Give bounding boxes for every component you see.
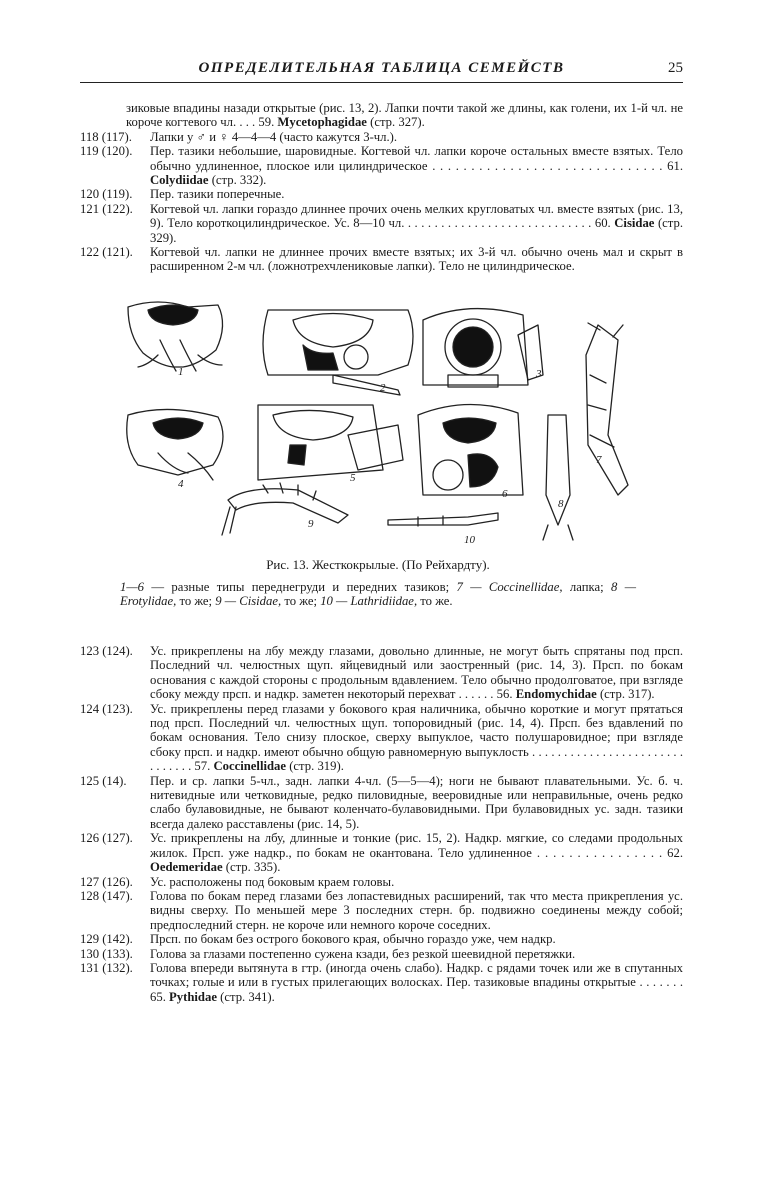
- key-entry: [80, 644, 683, 702]
- key-entry: [80, 774, 683, 832]
- entry-text: Лапки у ♂ и ♀ 4—4—4 (часто кажутся 3-чл.).: [150, 129, 398, 144]
- figure-part-4: [127, 409, 223, 480]
- page-reference: (стр. 319).: [289, 759, 344, 774]
- page-reference: (стр. 327).: [370, 115, 425, 130]
- entry-text: Ус. прикреплены перед глазами у бокового края наличника, обычно короткие и могут прятаться под прсп. Последний чл. челюстных щуп. топоровидный (рис. 14, 4). Прсп. без вдавлений по бокам основания. Тело снизу плоское, сверху выпуклое, часто полушаровидное; при взгляде сбоку прсп. и надкр. имеют обычно общую равномерную выпуклость . . . . . . . . . . . . . . . . . . . . . . . . . . . . . . . 57.: [150, 701, 683, 774]
- legend-segment: 7 — Coccinellidae,: [456, 580, 563, 594]
- key-entry: [80, 202, 683, 245]
- entry-text: Когтевой чл. лапки не длиннее прочих вместе взятых; их 3-й чл. обычно очень мал и скрыт в расширенном 2-м чл. (ложнотрехчлениковые лапки). Тело не цилиндрическое.: [150, 245, 683, 274]
- family-name: Pythidae: [169, 989, 217, 1004]
- figure-part-2: [263, 310, 413, 395]
- family-name: Oedemeridae: [150, 860, 223, 875]
- key-entry: [80, 702, 683, 774]
- key-entry: [80, 831, 683, 874]
- entry-number: 127 (126).: [80, 874, 133, 889]
- legend-segment: 8 — Erotylidae,: [120, 580, 637, 609]
- entry-text: зиковые впадины назади открытые (рис. 13, 2). Лапки почти такой же длины, как голени, их 1-й чл. не короче когтевого чл. . . . 59.: [126, 101, 683, 130]
- entry-number: 121 (122).: [80, 201, 133, 216]
- entry-number: 120 (119).: [80, 187, 133, 202]
- figure-part-6: [418, 404, 523, 495]
- entry-text: Прсп. по бокам без острого бокового края, обычно гораздо уже, чем надкр.: [150, 932, 556, 947]
- key-entry: [80, 101, 683, 130]
- running-title: ОПРЕДЕЛИТЕЛЬНАЯ ТАБЛИЦА СЕМЕЙСТВ: [198, 60, 565, 76]
- entry-number: 122 (121).: [80, 245, 133, 260]
- beetle-illustration: [118, 295, 638, 550]
- key-entry: [80, 961, 683, 1004]
- key-entry: [80, 889, 683, 932]
- figure-label-5: 5: [350, 472, 356, 484]
- legend-segment: лапка;: [562, 580, 611, 594]
- family-name: Coccinellidae: [213, 759, 287, 774]
- family-name: Endomychidae: [515, 687, 597, 702]
- legend-segment: то же.: [417, 594, 453, 609]
- entry-text: Пер. и ср. лапки 5-чл., задн. лапки 4-чл. (5—5—4); ноги не бывают плавательными. Ус. б. ч. нитевидные или четковидные, редко пиловидные, веерoвидные или неправильные, очень редко слабо булавовидные, не бывают коленчато-булавовидными. При булавовидных ус. задн. тазики всегда далеко расставлены (рис. 14, 5).: [150, 773, 683, 831]
- entry-number: 125 (14).: [80, 773, 127, 788]
- key-entry: [80, 947, 683, 961]
- entry-text: Голова по бокам перед глазами без лопастевидных расширений, так что места прикрепления ус. видны сверху. По меньшей мере 3 последних стерн. бр. подвижно соединены между собой; предпоследний стерн. не короче или немного короче соседних.: [150, 888, 683, 932]
- figure-label-10: 10: [464, 534, 475, 546]
- figure-label-9: 9: [308, 518, 314, 530]
- figure-label-4: 4: [178, 478, 184, 490]
- key-entry: [80, 187, 683, 201]
- legend-segment: 1—6: [120, 580, 144, 594]
- page-reference: (стр. 335).: [225, 860, 281, 875]
- legend-segment: то же;: [281, 594, 321, 609]
- key-entry: [80, 932, 683, 946]
- entry-text: Пер. тазики небольшие, шаровидные. Когтевой чл. лапки короче остальных вместе взятых. Тело обычно удлиненное, плоское или цилиндрическое . . . . . . . . . . . . . . . . . . . . . . . . . . . . . . 61.: [150, 144, 683, 173]
- family-name: Colydiidae: [150, 173, 209, 188]
- key-entry: [80, 245, 683, 274]
- entry-text: Голова за глазами постепенно сужена кзади, без резкой шеевидной перетяжки.: [150, 946, 576, 961]
- family-name: Mycetophagidae: [277, 115, 367, 130]
- entry-number: 130 (133).: [80, 946, 133, 961]
- entry-number: 119 (120).: [80, 144, 133, 159]
- entry-text: Голова впереди вытянута в гтр. (иногда очень слабо). Надкр. с рядами точек или же в спутанных точках; голые и или в густых прилегающих волосках. Пер. тазиковые впадины открытые . . . . . . . 65.: [150, 960, 683, 1004]
- key-entry: [80, 130, 683, 144]
- figure-caption: Рис. 13. Жесткокрылые. (По Рейхардту).: [266, 557, 490, 572]
- page-reference: (стр. 329).: [150, 216, 684, 245]
- family-name: Cisidae: [614, 216, 655, 231]
- entry-text: Когтевой чл. лапки гораздо длиннее прочих очень мелких кругловатых чл. вместе взятых (рис. 13, 9). Тело короткоцилиндрическое. Ус. 8—10 чл. . . . . . . . . . . . . . . . . . . . . . . . . . . . . 60.: [150, 201, 683, 231]
- figure-part-9: [222, 483, 348, 535]
- entry-text: Ус. прикреплены на лбу между глазами, довольно длинные, не могут быть спрятаны под прсп. Последний чл. челюстных щуп. яйцевидный или заостренный (рис. 14, 3). Прсп. по бокам основания с каждой стороны с продольным вдавлением. Тело обычно продолговатое, при взгляде сбоку между прсп. и надкр. заметен некоторый перехват . . . . . . 56.: [150, 644, 683, 702]
- page-number: 25: [668, 60, 683, 76]
- key-table-bottom: [80, 644, 683, 1004]
- page-reference: (стр. 332).: [211, 173, 267, 188]
- key-entry: [80, 875, 683, 889]
- page-reference: (стр. 341).: [220, 989, 275, 1004]
- figure-part-1: [128, 302, 223, 371]
- figure-label-6: 6: [502, 488, 508, 500]
- entry-number: 123 (124).: [80, 644, 133, 658]
- entry-text: Ус. прикреплены на лбу, длинные и тонкие (рис. 15, 2). Надкр. мягкие, со следами продольных жилок. Прсп. уже надкр., по бокам не окантована. Тело удлиненное . . . . . . . . . . . . . . . . 62.: [150, 831, 683, 860]
- legend-segment: то же;: [176, 594, 216, 609]
- figure-part-8: [543, 415, 573, 540]
- legend-segment: — разные типы переднегруди и передних тазиков;: [143, 580, 457, 594]
- key-table-top: [80, 101, 683, 274]
- entry-number: 129 (142).: [80, 932, 133, 947]
- legend-segment: 10 — Lathridiidae,: [320, 594, 418, 609]
- figure-label-1: 1: [178, 366, 184, 378]
- entry-number: 131 (132).: [80, 960, 133, 975]
- header-rule: [80, 82, 683, 83]
- figure-label-2: 2: [380, 382, 386, 394]
- figure-part-5: [258, 405, 403, 480]
- figure-part-3: [423, 309, 543, 387]
- key-entry: [80, 144, 683, 187]
- entry-number: 128 (147).: [80, 888, 133, 903]
- entry-text: Пер. тазики поперечные.: [150, 187, 285, 202]
- entry-text: Ус. расположены под боковым краем головы.: [150, 874, 395, 889]
- figure-label-3: 3: [536, 368, 542, 380]
- figure-part-7: [586, 323, 628, 495]
- legend-segment: 9 — Cisidae,: [215, 594, 282, 609]
- figure-label-7: 7: [596, 454, 602, 466]
- figure-13: [118, 295, 638, 550]
- figure-label-8: 8: [558, 498, 564, 510]
- entry-number: 124 (123).: [80, 701, 133, 716]
- entry-number: 126 (127).: [80, 831, 133, 846]
- figure-part-10: [388, 513, 498, 526]
- figure-legend: [120, 580, 636, 609]
- entry-number: 118 (117).: [80, 129, 132, 144]
- page-reference: (стр. 317).: [599, 687, 655, 702]
